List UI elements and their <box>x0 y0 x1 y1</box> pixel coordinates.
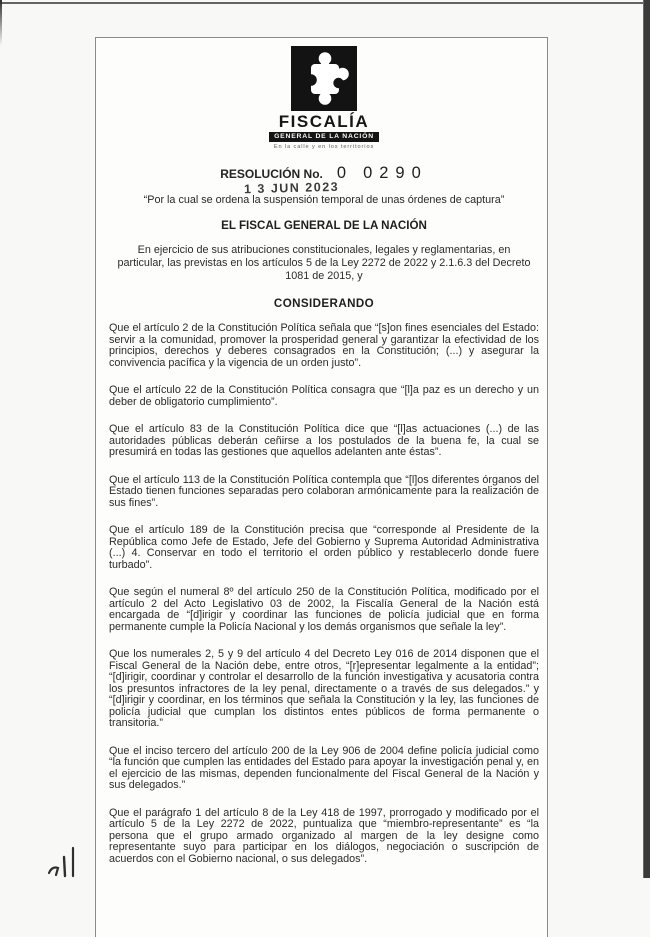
scan-edge-left-mark <box>0 0 2 46</box>
considering-heading: CONSIDERANDO <box>273 297 375 311</box>
handwritten-scribble-mark <box>46 846 82 878</box>
document-title: EL FISCAL GENERAL DE LA NACIÓN <box>221 219 427 233</box>
body-paragraph: Que los numerales 2, 5 y 9 del artículo 4 del Decreto Ley 016 de 2014 disponen que el Fiscal General de la Nación debe, entre otros, “[r]epresentar legalmente a la entidad”; “[d]irigir, coordinar y controlar el desarrollo de la función investigativa y acusatoria contra los presuntos infractores de la ley penal, directamente o a través de sus delegados.” y “[d]irigir y coordinar, en los términos que señala la Constitución y la ley, las funciones de policía judicial que cumplan los distintos entes públicos de forma permanente o transitoria.” <box>109 648 539 730</box>
scan-edge-right-band <box>643 0 650 878</box>
preamble-text: En ejercicio de sus atribuciones constitucionales, legales y reglamentarias, en particular, las previstas en los artículos 5 de la Ley 2272 de 2022 y 2.1.6.3 del Decreto 1081 de 2015, y <box>117 244 531 282</box>
fiscalia-puzzle-logo-icon <box>291 46 357 111</box>
brand-subtitle-bar: GENERAL DE LA NACIÓN <box>269 132 379 142</box>
body-paragraph: Que el artículo 189 de la Constitución precisa que “corresponde al Presidente de la República como Jefe de Estado, Jefe del Gobierno y Suprema Autoridad Administrativa (...) 4. Conservar en todo el territorio el orden público y restablecerlo donde fuere turbado”. <box>109 524 539 571</box>
body-paragraph: Que el parágrafo 1 del artículo 8 de la Ley 418 de 1997, prorrogado y modificado por el artículo 5 de la Ley 2272 de 2022, puntualiza que “miembro-representante” es “la persona que el grupo armado organizado al margen de la ley designe como representante suyo para participar en los diálogos, negociación o suscripción de acuerdos con el Gobierno nacional, o sus delegados”. <box>109 806 539 865</box>
body-paragraph: Que el artículo 22 de la Constitución Política consagra que “[l]a paz es un derecho y un deber de obligatorio cumplimiento”. <box>109 384 539 408</box>
resolution-number-prefix: 0 <box>336 163 354 182</box>
body-paragraph: Que el inciso tercero del artículo 200 de la Ley 906 de 2004 define policía judicial como “la función que cumplen las entidades del Estado para apoyar la investigación penal y, en el ejercicio de las mismas, dependen funcionalmente del Fiscal General de la Nación y sus delegados.” <box>109 744 539 792</box>
body-paragraph: Que según el numeral 8º del artículo 250 de la Constitución Política, modificado por el artículo 2 del Acto Legislativo 03 de 2002, la Fiscalía General de la Nación está encargada de “[d]irigir y coordinar las funciones de policía judicial que en forma permanente cumple la Policía Nacional y los demás organismos que señale la ley”. <box>109 586 539 633</box>
document-frame <box>95 37 548 937</box>
body-paragraphs <box>109 323 539 881</box>
resolution-number-value: 0290 <box>363 163 428 182</box>
brand-tagline: En la calle y en los territorios <box>273 144 375 151</box>
body-paragraph: Que el artículo 83 de la Constitución Política dice que “[l]as actuaciones (...) de las autoridades públicas deberán ceñirse a los postulados de la buena fe, la cual se presumirá en todas las gestiones que aquellos adelanten ante éstas”. <box>109 423 539 459</box>
scan-edge-top-line <box>0 2 650 4</box>
resolution-label: RESOLUCIÓN No. <box>220 166 323 181</box>
brand-name: FISCALÍA <box>278 112 370 131</box>
fiscalia-logo-block <box>109 46 539 151</box>
body-paragraph: Que el artículo 113 de la Constitución Política contempla que “[l]os diferentes órganos del Estado tienen funciones separadas pero colaboran armónicamente para la realización de sus fines”. <box>109 473 539 509</box>
date-stamp: 1 3 JUN 2023 <box>244 179 340 197</box>
body-paragraph: Que el artículo 2 de la Constitución Política señala que “[s]on fines esenciales del Estado: servir a la comunidad, promover la prosperidad general y garantizar la efectividad de los principios, derechos y deberes consagrados en la Constitución; (...) y asegurar la convivencia pacífica y la vigencia de un orden justo”. <box>109 322 539 369</box>
resolution-number-stamp <box>337 164 428 183</box>
resolution-subject: “Por la cual se ordena la suspensión temporal de unas órdenes de captura” <box>143 194 505 207</box>
